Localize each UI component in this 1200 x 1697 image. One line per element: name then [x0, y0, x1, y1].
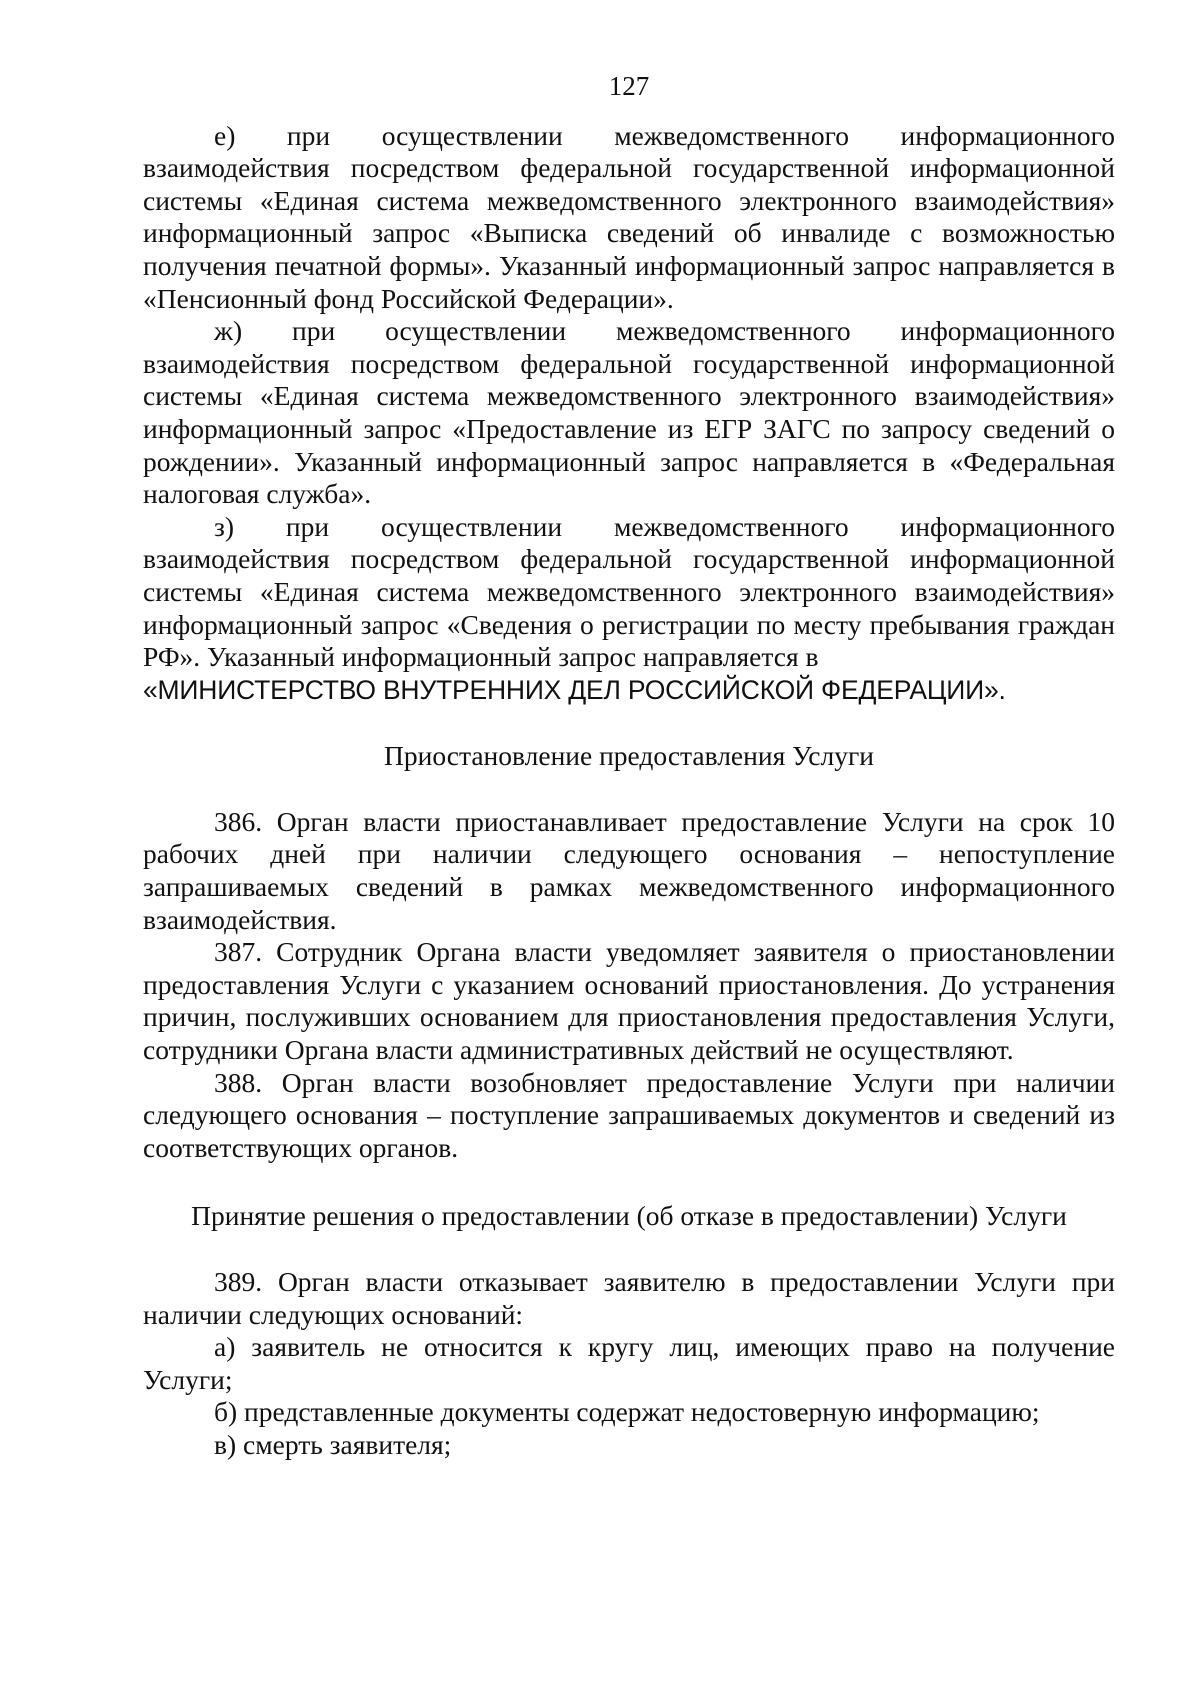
list-item-z-ministry: «МИНИСТЕРСТВО ВНУТРЕННИХ ДЕЛ РОССИЙСКОЙ ФЕДЕРАЦИИ».	[143, 674, 1006, 705]
paragraph-388: 388. Орган власти возобновляет предоставление Услуги при наличии следующего основания – поступление запрашиваемых документов и сведений из соответствующих органов.	[143, 1066, 1115, 1163]
list-item-z	[143, 511, 1115, 707]
paragraph-387: 387. Сотрудник Органа власти уведомляет заявителя о приостановлении предоставления Услуги с указанием оснований приостановления. До устранения причин, послуживших основанием для приостановления предоставления Услуги, сотрудники Органа власти административных действий не осуществляют.	[143, 936, 1115, 1066]
list-item-v: в) смерть заявителя;	[214, 1428, 452, 1460]
list-item-zh: ж) при осуществлении межведомственного информационного взаимодействия посредством федеральной государственной информационной системы «Единая система межведомственного электронного взаимодействия» информационный запрос «Предоставление из ЕГР ЗАГС по запросу сведений о рождении». Указанный информационный запрос направляется в «Федеральная налоговая служба».	[143, 315, 1115, 510]
list-item-b: б) представленные документы содержат недостоверную информацию;	[214, 1396, 1040, 1428]
list-item-e: е) при осуществлении межведомственного информационного взаимодействия посредством федеральной государственной информационной системы «Единая система межведомственного электронного взаимодействия» информационный запрос «Выписка сведений об инвалиде с возможностью получения печатной формы». Указанный информационный запрос направляется в «Пенсионный фонд Российской Федерации».	[143, 119, 1115, 314]
page-number: 127	[608, 71, 650, 101]
paragraph-386: 386. Орган власти приостанавливает предоставление Услуги на срок 10 рабочих дней при наличии следующего основания – непоступление запрашиваемых сведений в рамках межведомственного информационного взаимодействия.	[143, 805, 1115, 935]
section-heading-suspension: Приостановление предоставления Услуги	[384, 740, 874, 772]
list-item-a: а) заявитель не относится к кругу лиц, имеющих право на получение Услуги;	[143, 1331, 1115, 1395]
paragraph-389: 389. Орган власти отказывает заявителю в предоставлении Услуги при наличии следующих оснований:	[143, 1266, 1115, 1330]
document-page	[143, 70, 1115, 1462]
list-item-z-text: з) при осуществлении межведомственного информационного взаимодействия посредством федеральной государственной информационной системы «Единая система межведомственного электронного взаимодействия» информационный запрос «Сведения о регистрации по месту пребывания граждан РФ». Указанный информационный запрос направляется в	[143, 510, 1115, 673]
section-heading-decision: Принятие решения о предоставлении (об отказе в предоставлении) Услуги	[191, 1200, 1067, 1232]
